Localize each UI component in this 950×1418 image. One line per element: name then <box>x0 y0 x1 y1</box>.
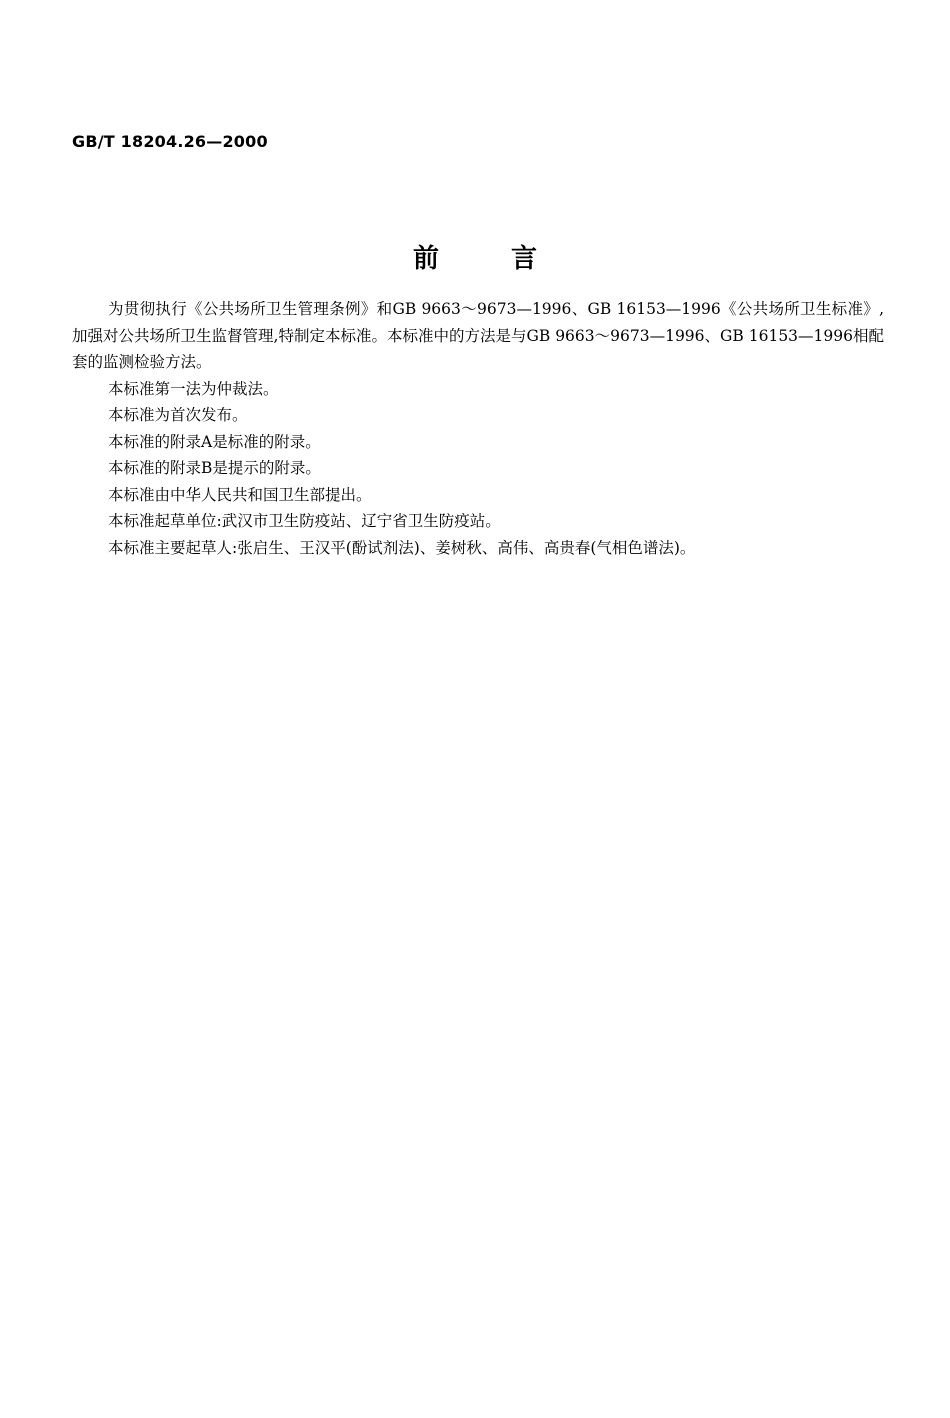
paragraph-first-issue: 本标准为首次发布。 <box>108 406 248 424</box>
paragraph-intro: 为贯彻执行《公共场所卫生管理条例》和GB 9663～9673—1996、GB 16153—1996《公共场所卫生标准》,加强对公共场所卫生监督管理,特制定本标准。本标准中的方法是与GB 9663～9673—1996、GB 16153—1996相配套的监测检验方法。 <box>72 300 884 371</box>
page-title <box>0 238 950 275</box>
paragraph-drafters: 本标准主要起草人:张启生、王汉平(酚试剂法)、姜树秋、高伟、高贵春(气相色谱法)。 <box>108 538 696 557</box>
paragraph-arbitration: 本标准第一法为仲裁法。 <box>108 379 279 398</box>
title-char-2: 言 <box>511 244 538 274</box>
paragraph-appendix-a: 本标准的附录A是标准的附录。 <box>108 432 321 451</box>
foreword-body <box>72 296 884 561</box>
standard-code: GB/T 18204.26—2000 <box>72 132 268 151</box>
paragraph-proposer: 本标准由中华人民共和国卫生部提出。 <box>108 485 372 504</box>
paragraph-drafting-units: 本标准起草单位:武汉市卫生防疫站、辽宁省卫生防疫站。 <box>108 512 501 530</box>
paragraph-appendix-b: 本标准的附录B是提示的附录。 <box>108 459 321 477</box>
title-char-1: 前 <box>412 244 439 274</box>
